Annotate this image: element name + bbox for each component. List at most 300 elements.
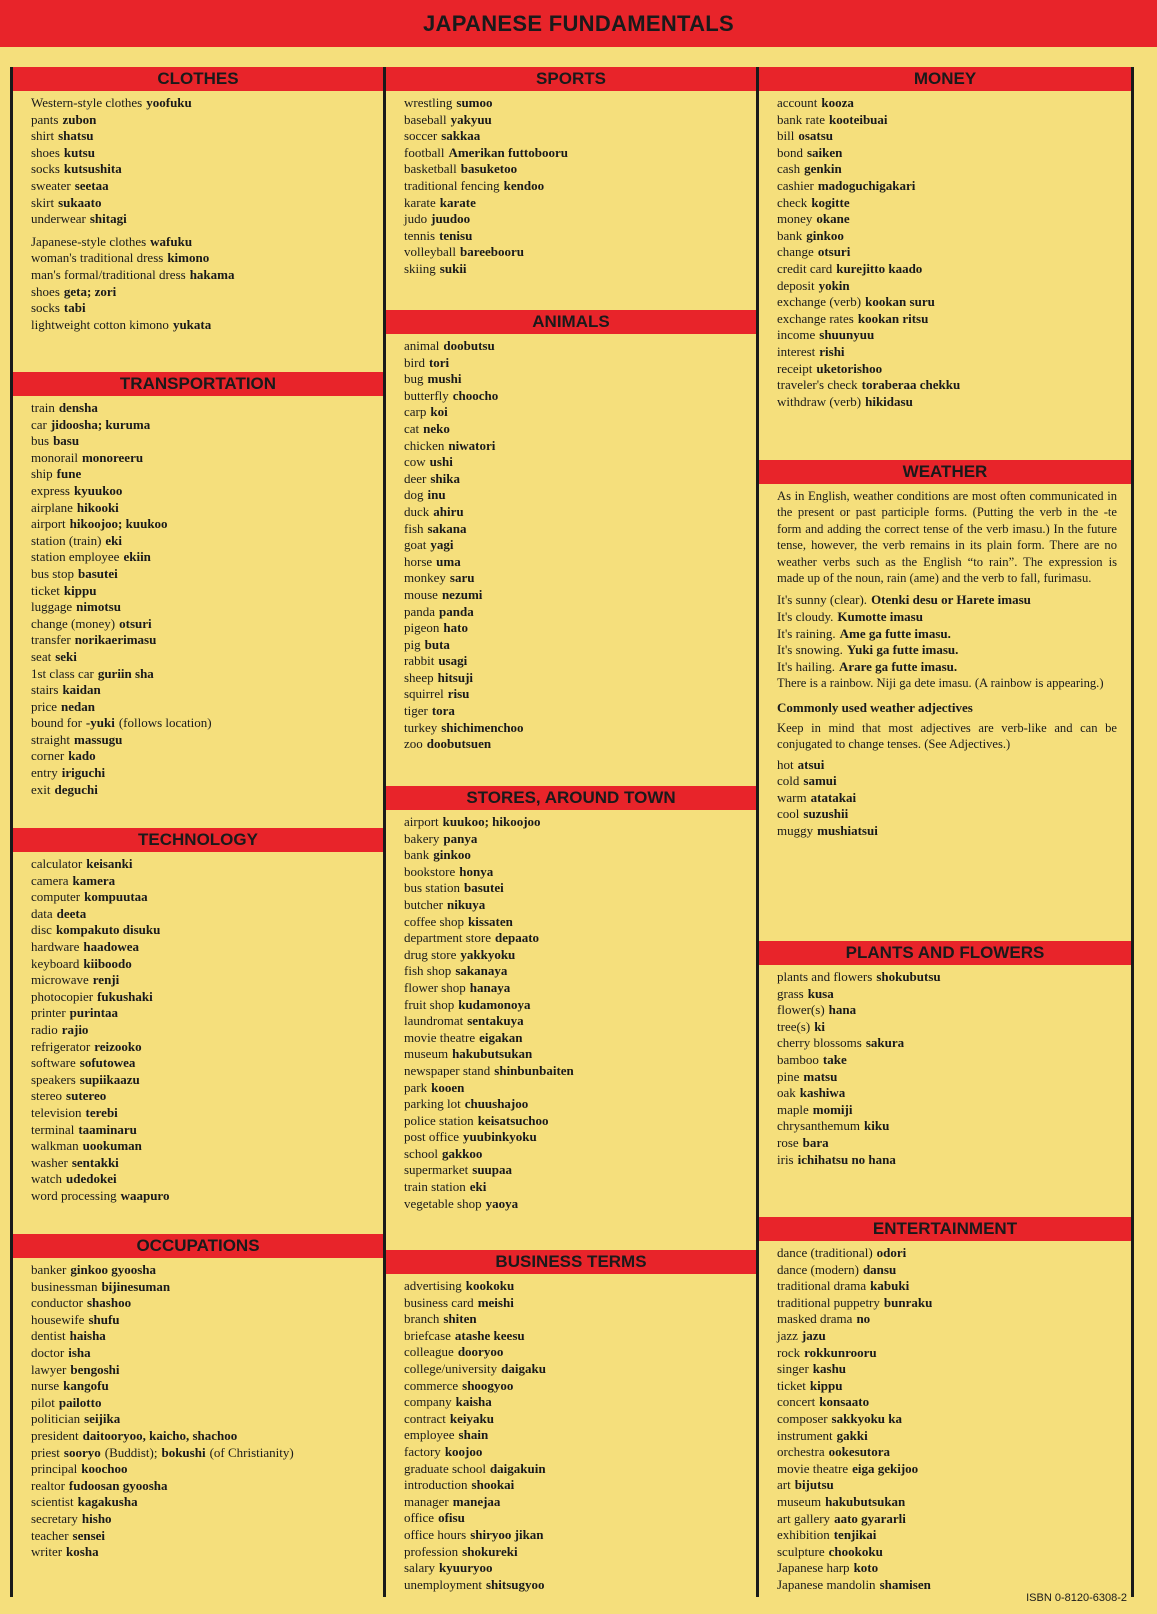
clothes-list [13, 91, 383, 228]
english-term: rock [777, 1344, 801, 1360]
list-item [31, 922, 383, 939]
japanese-term: mushiatsui [817, 823, 878, 838]
english-term: cow [404, 454, 426, 470]
japanese-term: shiten [443, 1311, 477, 1327]
japanese-term: tora [431, 703, 455, 719]
japanese-term: atatakai [810, 789, 857, 805]
animals-list [386, 334, 756, 753]
list-item [404, 554, 756, 571]
list-item [31, 549, 383, 566]
section-money [759, 67, 1131, 410]
japanese-term: wafuku [150, 233, 193, 249]
list-item [404, 1461, 756, 1478]
english-term: school [404, 1145, 438, 1161]
japanese-term: osatsu [798, 128, 834, 144]
japanese-term: sakura [865, 1035, 905, 1051]
section-occupations [13, 1234, 383, 1561]
english-term: banker [31, 1262, 67, 1277]
japanese-term: zubon [62, 111, 97, 127]
english-term: bond [777, 144, 803, 160]
list-item [31, 483, 383, 500]
japanese-term: yaoya [485, 1195, 519, 1211]
list-item [404, 997, 756, 1014]
english-term: flower shop [404, 979, 466, 995]
japanese-term: sumoo [456, 95, 493, 110]
english-term: politician [31, 1411, 81, 1427]
section-header-plants: PLANTS AND FLOWERS [759, 941, 1131, 965]
japanese-term: waapuro [120, 1187, 170, 1203]
english-term: Western-style clothes [31, 95, 143, 110]
list-item [31, 1528, 383, 1545]
list-item [777, 1002, 1131, 1019]
japanese-term: shoogyoo [462, 1377, 514, 1393]
english-term: transfer [31, 632, 71, 648]
japanese-term: uketorishoo [816, 360, 883, 376]
japanese-term: Yuki ga futte imasu. [846, 642, 959, 658]
japanese-term: hana [828, 1002, 857, 1018]
english-term: entry [31, 765, 58, 781]
list-item [31, 1072, 383, 1089]
column-2 [383, 67, 756, 1597]
japanese-term: daitooryoo, kaicho, shachoo [82, 1427, 238, 1443]
english-term: iris [777, 1151, 794, 1167]
list-item [777, 1245, 1131, 1262]
japanese-term: neko [423, 420, 450, 436]
english-term: introduction [404, 1477, 468, 1493]
list-item [404, 161, 756, 178]
japanese-term: uookuman [82, 1138, 142, 1154]
japanese-term: kompuutaa [84, 889, 148, 905]
weather-adjectives-heading: Commonly used weather adjectives [777, 699, 973, 715]
list-item [777, 1102, 1131, 1119]
japanese-term: Ame ga futte imasu. [839, 625, 951, 641]
list-item [404, 521, 756, 538]
english-term: shirt [31, 128, 55, 144]
occupations-list [13, 1258, 383, 1561]
list-item [777, 327, 1131, 344]
japanese-term: sakana [427, 520, 467, 536]
list-item [777, 642, 1131, 659]
japanese-term: ekiin [123, 549, 151, 565]
japanese-term: purintaa [69, 1005, 119, 1021]
english-term: hardware [31, 938, 80, 954]
list-item [777, 1262, 1131, 1279]
english-term: karate [404, 194, 436, 210]
english-term: bank [777, 227, 803, 243]
list-item [404, 1361, 756, 1378]
list-item [31, 300, 383, 317]
english-term: pig [404, 636, 421, 652]
list-item [404, 736, 756, 753]
list-item [404, 355, 756, 372]
list-item [404, 178, 756, 195]
english-term: squirrel [404, 686, 444, 702]
english-term: Japanese harp [777, 1560, 850, 1576]
english-term: exit [31, 781, 51, 797]
section-stores [386, 786, 756, 1212]
japanese-term: hikoojoo; kuukoo [69, 516, 168, 532]
japanese-term: shashoo [86, 1295, 132, 1311]
japanese-term: Otenki desu or Harete imasu [871, 592, 1031, 608]
list-item [777, 1560, 1131, 1577]
japanese-term: hato [443, 620, 468, 636]
list-item [31, 1022, 383, 1039]
english-term: office hours [404, 1526, 467, 1542]
english-term: museum [777, 1493, 822, 1509]
japanese-term: saiken [807, 144, 843, 160]
list-item [404, 145, 756, 162]
english-term: walkman [31, 1138, 79, 1154]
english-term: exchange (verb) [777, 294, 862, 310]
japanese-term: kiiboodo [83, 955, 132, 971]
english-term: police station [404, 1112, 474, 1128]
section-weather [759, 460, 1131, 840]
japanese-term: hakubutsukan [452, 1046, 533, 1062]
weather-intro: As in English, weather conditions are most often communicated in the present or past participle forms. (Putting the verb in the -te form and adding the correct tense of the verb imasu.) In the future tense, however, the verb remains in its plain form. There are no weather verbs such as the English “to rain”. The expression is made up of the noun, rain (ame) and the verb to fall, furimasu. [777, 489, 1117, 586]
list-item [404, 1510, 756, 1527]
list-item [404, 814, 756, 831]
japanese-term: yakyuu [450, 111, 492, 127]
english-term: turkey [404, 719, 438, 735]
list-item [777, 823, 1131, 840]
english-term: singer [777, 1361, 809, 1377]
english-term: nurse [31, 1378, 60, 1394]
japanese-term: renji [92, 972, 120, 988]
english-term: socks [31, 161, 60, 177]
english-term: television [31, 1104, 82, 1120]
list-item [404, 897, 756, 914]
english-term: printer [31, 1005, 66, 1021]
japanese-term: ginkoo [433, 847, 471, 863]
list-item [777, 592, 1131, 609]
english-term: supermarket [404, 1162, 469, 1178]
english-term: art [777, 1477, 791, 1493]
english-term: socks [31, 300, 60, 316]
english-term: bird [404, 354, 425, 370]
list-item [777, 1069, 1131, 1086]
japanese-term: bara [802, 1134, 829, 1150]
japanese-term: yukata [172, 316, 212, 332]
english-term: sculpture [777, 1543, 825, 1559]
english-term: mouse [404, 586, 438, 602]
japanese-term: iriguchi [61, 765, 106, 781]
english-term: zoo [404, 736, 423, 752]
english-term: judo [404, 211, 428, 227]
english-term: refrigerator [31, 1038, 91, 1054]
japanese-term: usagi [438, 653, 468, 669]
japanese-term: kompakuto disuku [55, 922, 161, 938]
list-item [31, 873, 383, 890]
japanese-term: fune [56, 466, 82, 482]
english-term: warm [777, 789, 807, 805]
english-term: stairs [31, 682, 59, 698]
list-item [31, 1345, 383, 1362]
section-header-weather: WEATHER [759, 460, 1131, 484]
section-header-occupations: OCCUPATIONS [13, 1234, 383, 1258]
japanese-term: yagi [430, 537, 454, 553]
english-term: traveler's check [777, 377, 858, 393]
list-item [404, 211, 756, 228]
list-item [31, 417, 383, 434]
japanese-term: ushi [429, 454, 453, 470]
list-item [777, 609, 1131, 626]
english-term: skiing [404, 260, 436, 276]
japanese-term: panda [439, 603, 474, 619]
english-term: check [777, 194, 808, 210]
list-item [31, 939, 383, 956]
english-term: 1st class car [31, 665, 94, 681]
english-term: vegetable shop [404, 1195, 482, 1211]
japanese-term: shain [458, 1427, 489, 1443]
list-item [777, 112, 1131, 129]
japanese-term: -yuki [85, 715, 115, 731]
list-item [404, 914, 756, 931]
list-item [31, 1445, 383, 1462]
list-item [777, 757, 1131, 774]
english-term: park [404, 1079, 428, 1095]
english-term: bus stop [31, 565, 74, 581]
japanese-term: kamera [72, 872, 116, 888]
list-item [777, 145, 1131, 162]
section-header-stores: STORES, AROUND TOWN [386, 786, 756, 810]
english-term: withdraw (verb) [777, 393, 862, 409]
column-1 [10, 67, 383, 1597]
list-item [404, 1295, 756, 1312]
list-item [31, 856, 383, 873]
english-term: unemployment [404, 1576, 482, 1592]
japanese-term: densha [58, 400, 98, 415]
list-item [404, 831, 756, 848]
japanese-term: shokubutsu [876, 969, 941, 984]
list-item [404, 1477, 756, 1494]
list-item [404, 1080, 756, 1097]
japanese-term: rokkunrooru [804, 1344, 877, 1360]
english-term: employee [404, 1427, 455, 1443]
english-term: fruit shop [404, 996, 455, 1012]
list-item [31, 1378, 383, 1395]
english-term: skirt [31, 194, 55, 210]
list-item [31, 1088, 383, 1105]
plants-list [759, 965, 1131, 1168]
japanese-term: okane [816, 211, 850, 227]
japanese-term: yokin [818, 277, 850, 293]
list-item [777, 344, 1131, 361]
list-item [31, 284, 383, 301]
japanese-term: basu [53, 433, 80, 449]
japanese-term: tori [428, 354, 450, 370]
list-item [777, 128, 1131, 145]
list-item [777, 394, 1131, 411]
list-item [31, 889, 383, 906]
japanese-term: hanaya [469, 979, 511, 995]
japanese-term: kutsushita [63, 161, 122, 177]
list-item [777, 1494, 1131, 1511]
japanese-term: meishi [477, 1294, 514, 1310]
english-term: camera [31, 872, 69, 888]
english-term: bank [404, 847, 430, 863]
business-list [386, 1274, 756, 1593]
english-term: station employee [31, 549, 120, 565]
english-term: cool [777, 806, 800, 822]
section-clothes [13, 67, 383, 333]
english-term: software [31, 1055, 76, 1071]
list-item [404, 128, 756, 145]
english-term: duck [404, 503, 430, 519]
japanese-term: eigakan [479, 1029, 523, 1045]
english-term: secretary [31, 1510, 78, 1526]
english-term: pants [31, 111, 59, 127]
english-term: traditional fencing [404, 177, 500, 193]
list-item [31, 1395, 383, 1412]
japanese-term: ki [814, 1018, 826, 1034]
japanese-term: shuunyuu [819, 327, 875, 343]
english-term: goat [404, 537, 427, 553]
japanese-term: yakkyoku [460, 946, 516, 962]
japanese-term: shatsu [58, 128, 94, 144]
term-note: (Buddist); [104, 1444, 158, 1460]
list-item [31, 765, 383, 782]
japanese-term: Amerikan futtobooru [448, 144, 568, 160]
english-term: price [31, 698, 57, 714]
list-item [31, 400, 383, 417]
list-item [777, 1461, 1131, 1478]
list-item [404, 1560, 756, 1577]
list-item [777, 95, 1131, 112]
japanese-term: seki [55, 648, 77, 664]
japanese-term: doobutsuen [426, 736, 492, 752]
japanese-term: bijinesuman [101, 1278, 171, 1294]
japanese-term: kosha [66, 1544, 99, 1560]
english-term: disc [31, 922, 52, 938]
weather-phrases [759, 586, 1131, 675]
english-term: account [777, 95, 818, 110]
list-item [404, 228, 756, 245]
japanese-term: dooryoo [457, 1344, 504, 1360]
list-item [404, 963, 756, 980]
english-term: orchestra [777, 1444, 825, 1460]
section-business [386, 1250, 756, 1593]
list-item [404, 847, 756, 864]
english-term: baseball [404, 111, 447, 127]
japanese-term: terebi [85, 1104, 118, 1120]
japanese-term: no [856, 1311, 871, 1327]
list-item [404, 404, 756, 421]
english-term: change (money) [31, 615, 116, 631]
english-term: plants and flowers [777, 969, 873, 984]
list-item [31, 1428, 383, 1445]
list-item [31, 178, 383, 195]
list-item [404, 604, 756, 621]
japanese-term: jidoosha; kuruma [50, 416, 151, 432]
japanese-term: sentakki [71, 1154, 119, 1170]
list-item [31, 1105, 383, 1122]
list-item [31, 161, 383, 178]
list-item [31, 1138, 383, 1155]
english-term: Japanese mandolin [777, 1576, 876, 1592]
english-term: college/university [404, 1360, 498, 1376]
list-item [31, 748, 383, 765]
japanese-term: pailotto [58, 1394, 102, 1410]
list-item [777, 1544, 1131, 1561]
english-term: football [404, 144, 445, 160]
list-item [777, 806, 1131, 823]
japanese-term: risu [447, 686, 470, 702]
japanese-term: uma [436, 553, 461, 569]
japanese-term: kooen [431, 1079, 465, 1095]
list-item [777, 228, 1131, 245]
english-term: briefcase [404, 1327, 451, 1343]
japanese-term: sakanaya [455, 963, 508, 979]
list-item [777, 1444, 1131, 1461]
japanese-term: daigaku [501, 1360, 546, 1376]
english-term: principal [31, 1461, 78, 1477]
english-term: butterfly [404, 387, 449, 403]
section-transportation [13, 372, 383, 798]
english-term: pigeon [404, 620, 440, 636]
list-item [31, 715, 383, 732]
english-term: business card [404, 1294, 474, 1310]
japanese-term: supiikaazu [79, 1071, 140, 1087]
english-term: underwear [31, 211, 86, 227]
japanese-term: hikidasu [865, 393, 913, 409]
list-item [31, 1005, 383, 1022]
japanese-term: koi [430, 404, 448, 420]
list-item [404, 95, 756, 112]
japanese-term: kurejitto kaado [836, 260, 923, 276]
list-item [404, 720, 756, 737]
japanese-term: yuubinkyoku [463, 1129, 537, 1145]
english-term: laundromat [404, 1013, 464, 1029]
list-item [31, 500, 383, 517]
japanese-term: udedokei [66, 1171, 117, 1187]
title-banner [0, 0, 1157, 47]
section-header-business: BUSINESS TERMS [386, 1250, 756, 1274]
english-term: train station [404, 1179, 466, 1195]
list-item [404, 1179, 756, 1196]
list-item [404, 1411, 756, 1428]
japanese-term: kusa [807, 985, 834, 1001]
list-item [404, 670, 756, 687]
english-term: department store [404, 930, 491, 946]
list-item [404, 454, 756, 471]
english-term: traditional drama [777, 1278, 867, 1294]
stores-list [386, 810, 756, 1212]
japanese-term: odori [876, 1245, 907, 1260]
list-item [31, 599, 383, 616]
japanese-term: kissaten [468, 913, 513, 929]
japanese-term: yoofuku [146, 95, 192, 110]
list-item [404, 371, 756, 388]
japanese-term: madoguchigakari [817, 177, 916, 193]
list-item [31, 145, 383, 162]
japanese-term: buta [424, 636, 450, 652]
japanese-term: kookan ritsu [857, 310, 929, 326]
japanese-term: ahiru [433, 503, 464, 519]
japanese-term: eki [469, 1179, 487, 1195]
english-term: hot [777, 756, 794, 772]
section-header-clothes: CLOTHES [13, 67, 383, 91]
japanese-term: geta; zori [63, 283, 117, 299]
english-term: flower(s) [777, 1002, 825, 1018]
english-term: chrysanthemum [777, 1118, 861, 1134]
japanese-term: Arare ga futte imasu. [838, 658, 958, 674]
english-term: traditional puppetry [777, 1294, 880, 1310]
japanese-term: shiryoo jikan [470, 1526, 544, 1542]
japanese-term: chookoku [828, 1543, 883, 1559]
english-term: volleyball [404, 244, 456, 260]
japanese-term: matsu [803, 1068, 838, 1084]
english-term: receipt [777, 360, 813, 376]
